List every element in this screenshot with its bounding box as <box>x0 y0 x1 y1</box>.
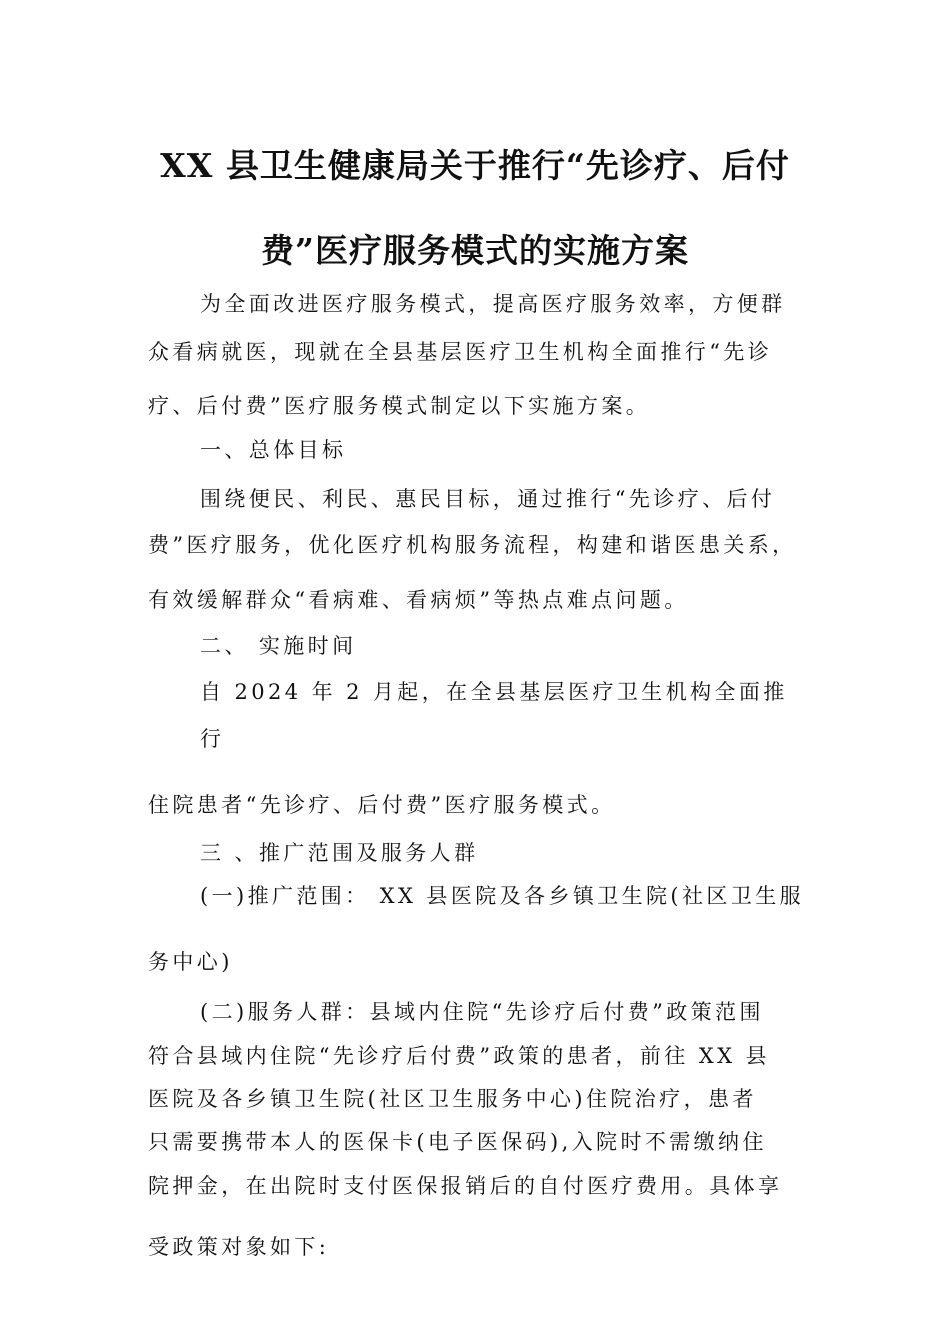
section-3-people-line-2: 符合县域内住院“先诊疗后付费”政策的患者，前往 XX 县 <box>148 1044 770 1068</box>
section-1-line-3: 有效缓解群众“看病难、看病烦”等热点难点问题。 <box>148 588 689 612</box>
section-2-line-1: 自 2024 年 2 月起，在全县基层医疗卫生机构全面推 <box>200 680 788 704</box>
section-3-people-line-1: (二)服务人群：县域内住院“先诊疗后付费”政策范围 <box>200 1000 764 1024</box>
section-1-heading: 一、总体目标 <box>200 438 347 462</box>
intro-line-1: 为全面改进医疗服务模式，提高医疗服务效率，方便群 <box>200 292 786 316</box>
section-2-heading: 二、 实施时间 <box>200 634 357 658</box>
section-3-scope-line-1: (一)推广范围： XX 县医院及各乡镇卫生院(社区卫生服 <box>200 884 805 908</box>
intro-line-2: 众看病就医，现就在全县基层医疗卫生机构全面推行“先诊 <box>148 340 773 364</box>
section-3-people-line-6: 受政策对象如下: <box>148 1235 330 1259</box>
section-2-line-2: 行 <box>200 727 225 751</box>
section-2-line-3: 住院患者“先诊疗、后付费”医疗服务模式。 <box>148 793 616 817</box>
section-1-line-2: 费”医疗服务，优化医疗机构服务流程，构建和谐医患关系， <box>148 533 797 557</box>
section-3-people-line-4: 只需要携带本人的医保卡(电子医保码),入院时不需缴纳住 <box>148 1130 767 1154</box>
section-3-people-line-3: 医院及各乡镇卫生院(社区卫生服务中心)住院治疗，患者 <box>148 1087 757 1111</box>
document-title-line-1: XX 县卫生健康局关于推行“先诊疗、后付 <box>160 146 790 185</box>
intro-line-3: 疗、后付费”医疗服务模式制定以下实施方案。 <box>148 394 651 418</box>
section-1-line-1: 围绕便民、利民、惠民目标，通过推行“先诊疗、后付 <box>200 487 776 511</box>
section-3-people-line-5: 院押金，在出院时支付医保报销后的自付医疗费用。具体享 <box>148 1174 783 1198</box>
document-title-line-2: 费”医疗服务模式的实施方案 <box>261 231 689 270</box>
section-3-heading: 三 、推广范围及服务人群 <box>200 841 479 865</box>
section-3-scope-line-2: 务中心) <box>148 950 233 974</box>
